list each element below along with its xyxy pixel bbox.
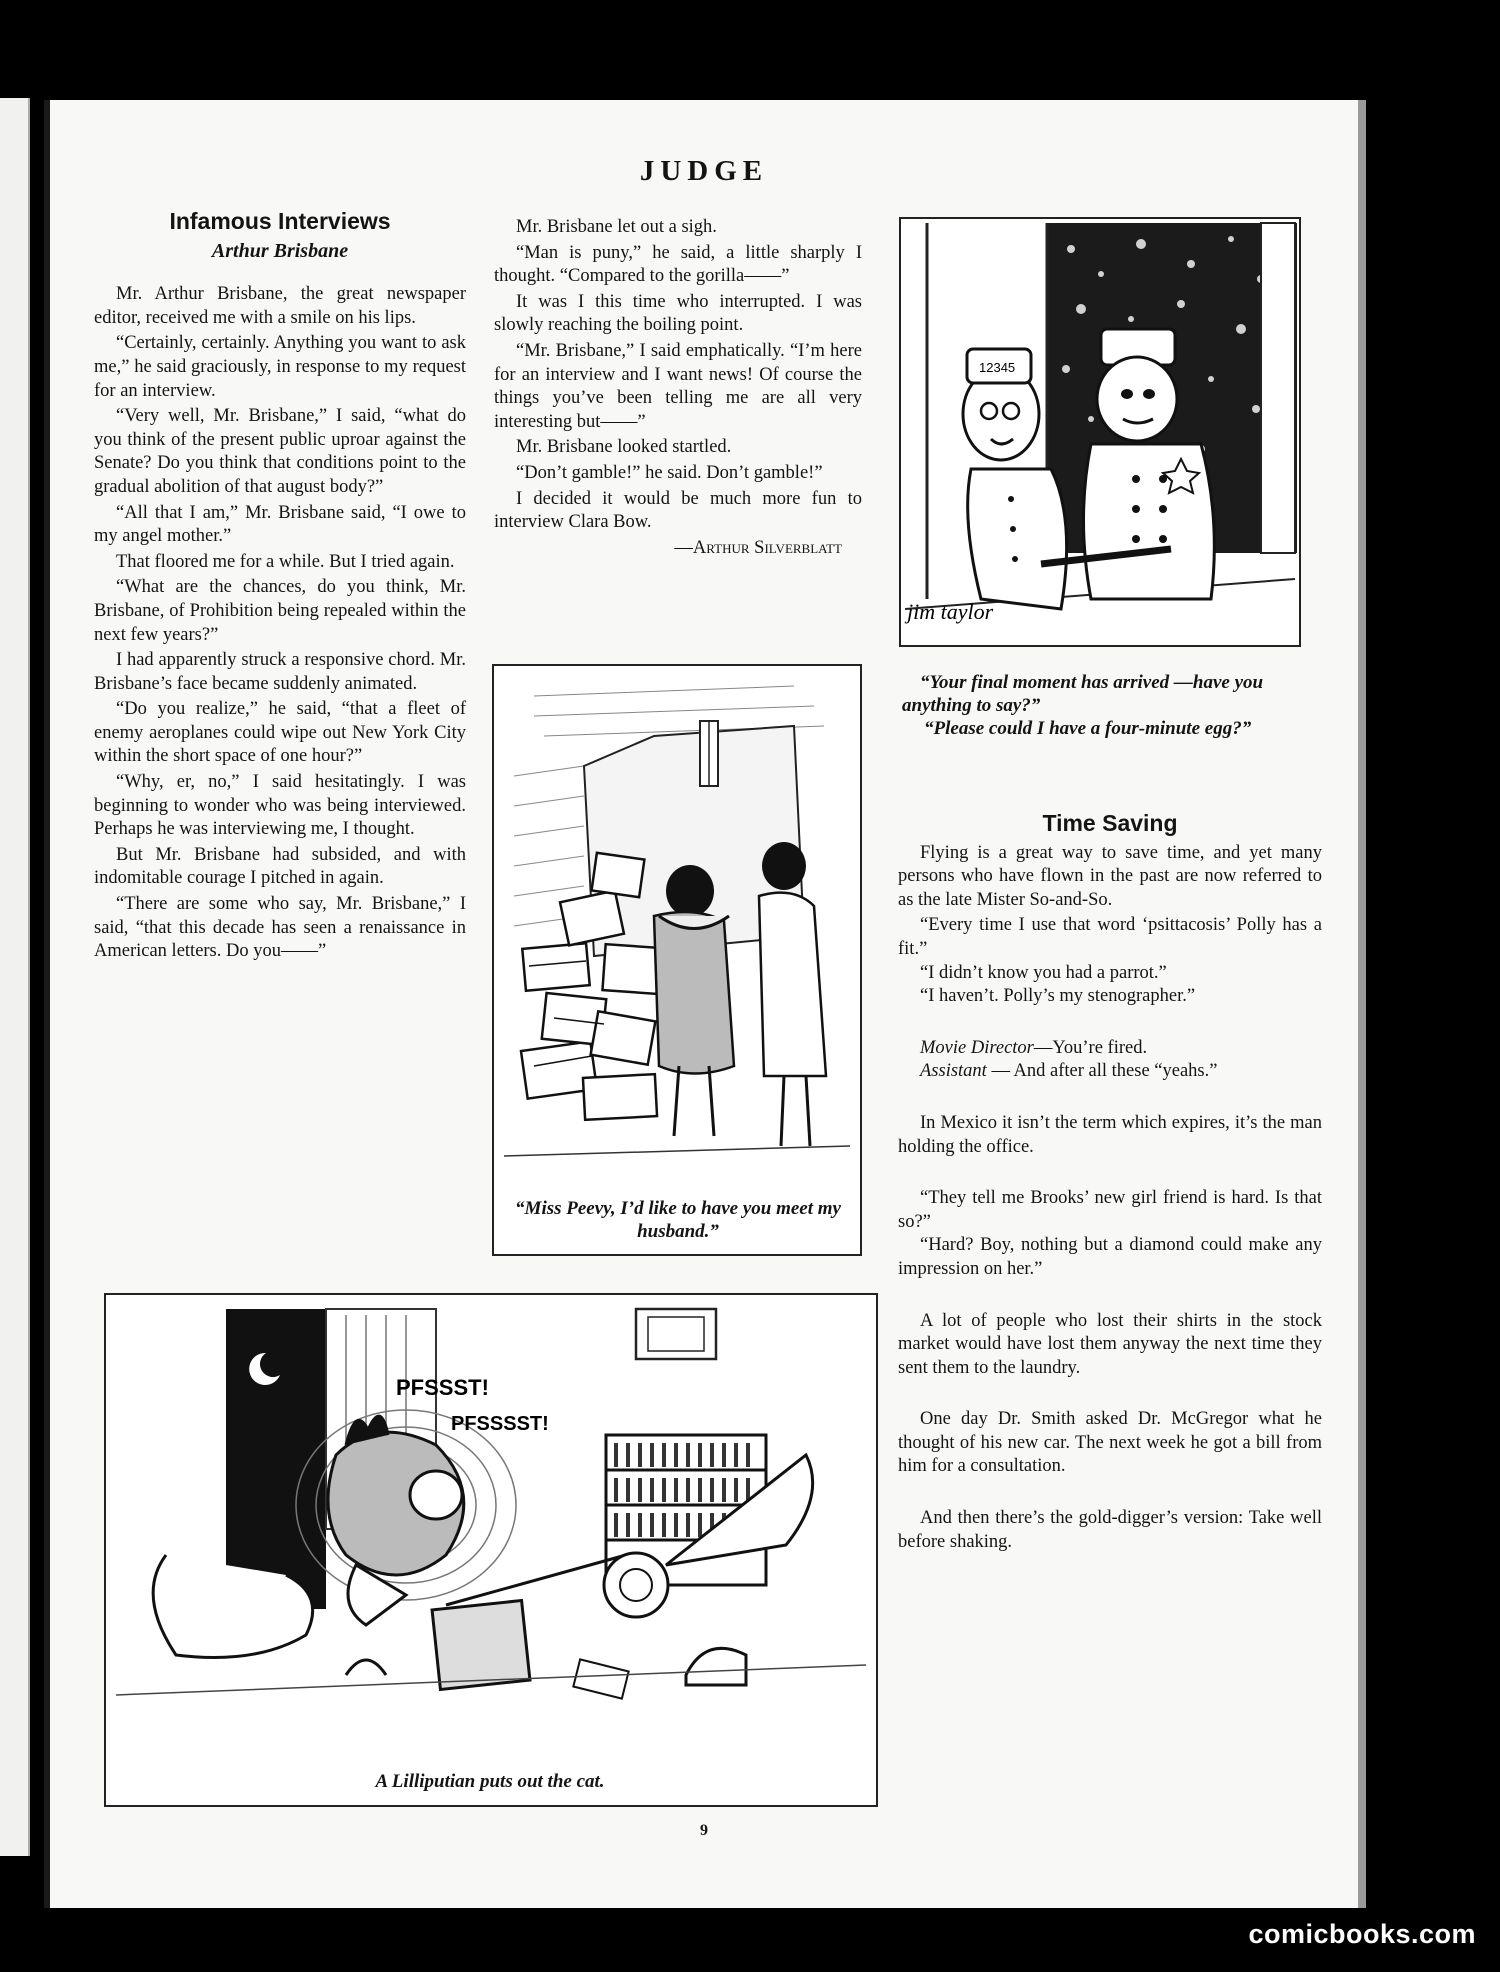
joke-brooks [898, 1187, 1322, 1281]
time-saving-column [898, 812, 1322, 1554]
cat-illustration [106, 1295, 876, 1765]
dialogue: —You’re fired. [1033, 1037, 1148, 1058]
caption-line: “Your final moment has arrived —have you anything to say?” [902, 672, 1264, 716]
cat-cartoon [104, 1293, 878, 1807]
interview-subject: Arthur Brisbane [211, 239, 349, 262]
paragraph: “Man is puny,” he said, a little sharply I thought. “Compared to the gorilla——” [494, 242, 862, 287]
magazine-page [44, 100, 1358, 1908]
bellhop-caption [902, 671, 1298, 740]
paragraph: “There are some who say, Mr. Brisbane,” I said, “that this decade has seen a renaissance in American letters. Do you——” [94, 894, 466, 962]
paragraph: That floored me for a while. But I tried again. [116, 551, 455, 572]
interview-column-1 [94, 210, 466, 966]
joke-parrot [898, 914, 1322, 1008]
joke-director [898, 1037, 1322, 1084]
paragraph: Mr. Brisbane let out a sigh. [516, 217, 717, 237]
paragraph: Mr. Brisbane looked startled. [516, 437, 732, 458]
paragraph: “Why, er, no,” I said hesitatingly. I was beginning to wonder who was being interviewed. Perhaps he was interviewing me, I thought. [94, 772, 466, 840]
joke-line [898, 1037, 1322, 1061]
page-number: 9 [700, 1822, 708, 1839]
interview-title: Infamous Interviews [169, 208, 391, 234]
peevy-illustration [494, 666, 860, 1186]
speaker-label: Movie Director [920, 1037, 1034, 1058]
peevy-cartoon [492, 664, 862, 1256]
paragraph: “Don’t gamble!” he said. Don’t gamble!” [516, 462, 823, 483]
joke-gold-digger [898, 1507, 1322, 1554]
bellhop-illustration [901, 219, 1299, 645]
joke-mexico [898, 1112, 1322, 1159]
sound-effect: PFSSST! [396, 1375, 489, 1400]
joke-shirts [898, 1310, 1322, 1381]
paragraph: I had apparently struck a responsive chord. Mr. Brisbane’s face became suddenly animated. [94, 650, 466, 694]
joke-line: “They tell me Brooks’ new girl friend is hard. Is that so?” [898, 1188, 1322, 1232]
sound-effect: PFSSSST! [451, 1413, 549, 1435]
paragraph: “Do you realize,” he said, “that a fleet of enemy aeroplanes could wipe out New York City within the short space of one hour?” [94, 699, 466, 767]
paragraph: “What are the chances, do you think, Mr. Brisbane, of Prohibition being repealed within the next few years?” [94, 577, 466, 645]
bellhop-cartoon [899, 217, 1301, 647]
paragraph: “Mr. Brisbane,” I said emphatically. “I’m here for an interview and I want news! Of course the things you’ve been telling me are all very interesting but——” [494, 340, 862, 432]
time-saving-title: Time Saving [1042, 810, 1178, 836]
paragraph: It was I this time who interrupted. I was slowly reaching the boiling point. [494, 291, 862, 336]
joke-line: A lot of people who lost their shirts in the stock market would have lost them anyway the next time they sent them to the laundry. [898, 1310, 1322, 1378]
joke-line: “Every time I use that word ‘psittacosis’ Polly has a fit.” [898, 915, 1322, 959]
joke-line: “I didn’t know you had a parrot.” [920, 962, 1167, 983]
paragraph: I decided it would be much more fun to interview Clara Bow. [494, 488, 862, 533]
artist-signature: jim taylor [907, 599, 994, 624]
joke-line: In Mexico it isn’t the term which expires, it’s the man holding the office. [898, 1112, 1322, 1157]
joke-line: And then there’s the gold-digger’s version: Take well before shaking. [898, 1508, 1322, 1552]
paragraph: Mr. Arthur Brisbane, the great newspaper editor, received me with a smile on his lips. [94, 284, 466, 328]
caption-line: “Please could I have a four-minute egg?” [924, 718, 1252, 739]
dialogue: — And after all these “yeahs.” [991, 1061, 1218, 1082]
joke-line [898, 1060, 1322, 1084]
joke-line: “Hard? Boy, nothing but a diamond could make any impression on her.” [898, 1235, 1322, 1279]
paragraph: “Very well, Mr. Brisbane,” I said, “what do you think of the present public uproar against the Senate? Do you think that conditions point to the gradual abolition of that august body?” [94, 406, 466, 497]
masthead: JUDGE [639, 155, 769, 187]
paragraph: “All that I am,” Mr. Brisbane said, “I owe to my angel mother.” [94, 502, 466, 547]
paragraph: “Certainly, certainly. Anything you want to ask me,” he said graciously, in response to my request for an interview. [94, 333, 466, 401]
cat-caption: A Lilliputian puts out the cat. [375, 1771, 605, 1792]
joke-line: One day Dr. Smith asked Dr. McGregor what he thought of his new car. The next week he got a bill from him for a consultation. [898, 1409, 1322, 1477]
paragraph: But Mr. Brisbane had subsided, and with indomitable courage I pitched in again. [94, 844, 466, 889]
peevy-caption: “Miss Peevy, I’d like to have you meet my husband.” [515, 1198, 841, 1242]
joke-line: “I haven’t. Polly’s my stenographer.” [920, 986, 1196, 1007]
joke-doctor [898, 1408, 1322, 1479]
interview-column-2 [494, 216, 862, 562]
author-signature: —Arthur Silverblatt [674, 537, 842, 558]
adjacent-page-edge [0, 98, 30, 1856]
site-watermark: comicbooks.com [1248, 1919, 1476, 1949]
cap-label: 12345 [979, 360, 1016, 375]
speaker-label: Assistant [920, 1061, 987, 1082]
joke-text: Flying is a great way to save time, and yet many persons who have flown in the past are now referred to as the late Mister So-and-So. [898, 842, 1322, 910]
